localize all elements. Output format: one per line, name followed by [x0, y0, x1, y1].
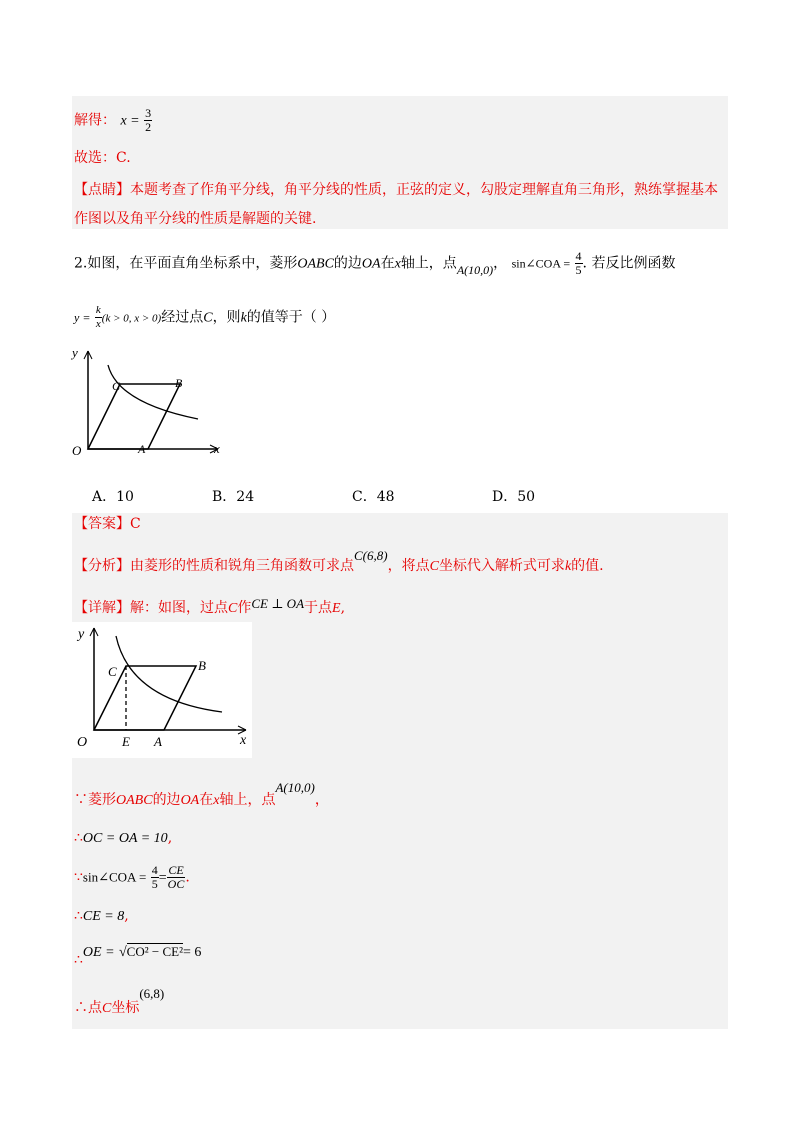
hyperbola-curve-2 [116, 636, 222, 712]
therefore-symbol-2: ∴ [74, 830, 83, 846]
therefore-symbol-6: ∴ [74, 1000, 88, 1016]
step-2-equation: OC = OA = 10 [82, 831, 168, 846]
func-numerator: k [95, 304, 101, 316]
step-1-x: x [213, 793, 220, 808]
detail-e: E [332, 601, 341, 616]
rhombus-oabc [88, 384, 180, 449]
label-o: O [72, 443, 82, 458]
choose-line: 故选：C. [74, 150, 131, 166]
step-3-equals: = [158, 870, 167, 886]
step-1-text-4: 轴上，点 [219, 792, 276, 808]
label-b-2: B [198, 658, 206, 673]
step-4 [74, 906, 129, 927]
figure-2-rhombus [72, 622, 252, 758]
label-c-2: C [108, 664, 117, 679]
option-d[interactable]: D．50 [492, 489, 536, 505]
solve-numerator: 3 [145, 106, 152, 120]
question-line-2 [74, 304, 335, 331]
question-text-5: . 若反比例函数 [582, 255, 676, 272]
question-c: C [203, 310, 213, 326]
label-x: x [214, 441, 220, 456]
step-3-den-2: OC [167, 877, 185, 891]
question-comma: ， [493, 255, 508, 272]
step-5-lhs: OE = [82, 945, 115, 960]
analysis-point: C(6,8) [354, 548, 388, 563]
option-a[interactable]: A．10 [92, 489, 134, 505]
question-line-1 [74, 250, 675, 277]
detail-comma: , [340, 600, 346, 616]
question-text-3: 在 [380, 255, 395, 272]
label-e-2: E [122, 734, 130, 749]
question-sin-fraction [575, 250, 583, 277]
label-a-2: A [154, 734, 162, 749]
step-1 [74, 780, 329, 811]
solve-label: 解得： [74, 112, 116, 129]
step-5-rhs: = 6 [182, 945, 202, 960]
question-text-1: 2.如图，在平面直角坐标系中，菱形 [74, 255, 298, 272]
comment-tag: 【点睛】 [74, 182, 130, 198]
figure-1-rhombus [68, 345, 228, 463]
step-1-text-2: 的边 [152, 792, 181, 808]
step-3-end: . [185, 869, 190, 886]
label-c: C [112, 379, 121, 393]
hyperbola-curve [108, 365, 198, 419]
analysis-text-1: 由菱形的性质和锐角三角函数可求点 [130, 558, 354, 574]
analysis-line [74, 548, 604, 577]
answer-value: C [130, 516, 141, 532]
comment-line-1 [74, 180, 718, 200]
step-1-point: A(10,0) [275, 780, 315, 795]
step-2-end: , [167, 830, 173, 846]
step-3-fraction-2 [167, 864, 186, 891]
step-3-num-2: CE [168, 863, 184, 877]
step-6 [74, 986, 165, 1019]
label-x-2: x [240, 733, 247, 748]
step-2 [74, 828, 172, 849]
solve-var: x = [120, 113, 140, 129]
step-3-num-1: 4 [151, 863, 158, 877]
detail-c: C [228, 601, 238, 616]
func-y: y = [74, 310, 91, 325]
therefore-symbol-4: ∴ [74, 908, 83, 924]
step-3-fraction-1 [151, 864, 159, 891]
question-point-a: A(10,0) [456, 262, 494, 277]
label-a: A [138, 442, 146, 456]
detail-text-3: 于点 [304, 600, 333, 616]
step-3-den-1: 5 [151, 877, 158, 891]
solve-denominator: 2 [145, 120, 152, 134]
solve-fraction [144, 107, 152, 134]
step-1-oa: OA [180, 793, 200, 808]
therefore-symbol-5: ∴ [74, 952, 83, 968]
question-text-2: 的边 [333, 255, 362, 272]
func-denominator: x [95, 318, 101, 330]
option-b[interactable]: B．24 [212, 489, 255, 505]
analysis-tag: 【分析】 [74, 558, 130, 574]
step-6-point: (6,8) [139, 986, 165, 1001]
step-6-text: 点 [88, 1000, 102, 1016]
answer-line [74, 514, 141, 534]
sqrt-sign: √ [118, 945, 127, 960]
step-4-end: , [124, 908, 129, 924]
because-symbol-1: ∵ [74, 792, 88, 808]
step-1-text-3: 在 [199, 792, 214, 808]
detail-tag: 【详解】 [74, 600, 130, 616]
solve-line [74, 107, 152, 134]
step-4-equation: CE = 8 [82, 909, 125, 924]
question-text-6: 经过点 [161, 309, 204, 326]
question-oa: OA [361, 256, 381, 272]
answer-tag: 【答案】 [74, 516, 130, 532]
detail-perp: CE ⊥ OA [251, 596, 305, 611]
analysis-text-2: ，将点 [387, 558, 430, 574]
step-6-c: C [102, 1001, 112, 1016]
comment-line-2: 作图以及角平分线的性质是解题的关键. [74, 211, 317, 227]
step-3 [74, 864, 190, 891]
step-5 [74, 942, 202, 968]
detail-text-1: 解：如图，过点 [130, 600, 228, 616]
label-o-2: O [77, 735, 88, 750]
step-1-oabc: OABC [116, 793, 153, 808]
step-3-sin: sin∠COA = [82, 869, 147, 885]
func-fraction [95, 304, 102, 331]
analysis-text-3: 坐标代入解析式可求 [438, 558, 565, 574]
because-symbol-3: ∵ [74, 869, 83, 886]
step-6-text-2: 坐标 [111, 1000, 140, 1016]
question-x: x [394, 256, 401, 272]
label-b: B [175, 376, 183, 390]
option-c[interactable]: C．48 [352, 489, 395, 505]
sin-numerator: 4 [575, 249, 582, 263]
question-text-8: 的值等于（ ） [246, 309, 336, 326]
question-oabc: OABC [297, 256, 334, 272]
question-k: k [240, 310, 247, 326]
detail-line [74, 598, 345, 619]
analysis-k: k [564, 559, 572, 574]
question-text-7: ，则 [212, 309, 241, 326]
comment-text-1: 本题考查了作角平分线，角平分线的性质，正弦的定义，勾股定理解直角三角形，熟练掌握基本 [130, 182, 718, 198]
step-5-radicand: CO² − CE² [126, 944, 183, 959]
step-1-text-1: 菱形 [88, 792, 116, 808]
analysis-text-4: 的值. [571, 558, 604, 574]
detail-text-2: 作 [237, 600, 252, 616]
step-1-end: ， [314, 792, 329, 808]
func-condition: (k > 0, x > 0) [101, 312, 162, 325]
label-y-2: y [78, 627, 85, 642]
sin-denominator: 5 [575, 263, 582, 277]
question-text-4: 轴上，点 [400, 255, 457, 272]
label-y: y [72, 345, 78, 360]
analysis-c: C [429, 559, 439, 574]
question-sin: sin∠COA = [511, 256, 571, 271]
